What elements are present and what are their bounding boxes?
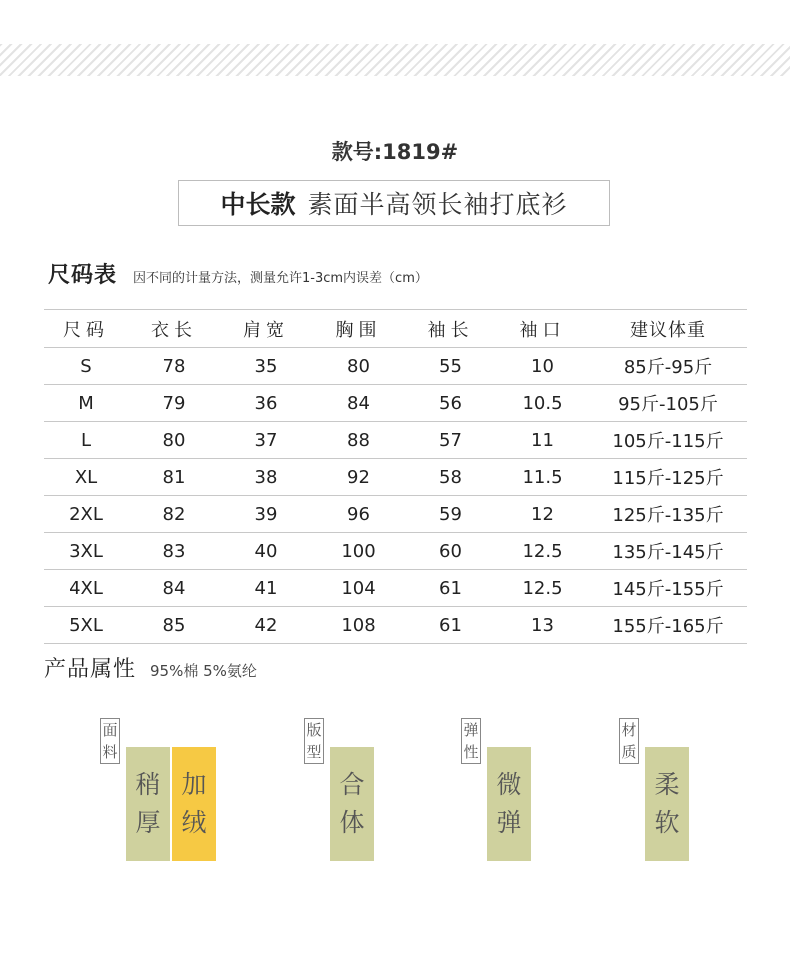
table-cell: 85 bbox=[128, 607, 220, 644]
table-cell: 96 bbox=[312, 496, 405, 533]
column-header: 胸围 bbox=[312, 310, 405, 348]
table-cell: 105斤-115斤 bbox=[589, 422, 747, 459]
table-cell: 39 bbox=[220, 496, 312, 533]
table-cell: 5XL bbox=[44, 607, 128, 644]
table-cell: 95斤-105斤 bbox=[589, 385, 747, 422]
table-cell: 84 bbox=[312, 385, 405, 422]
attribute-label-elasticity: 弹性 bbox=[461, 718, 481, 764]
table-cell: 57 bbox=[405, 422, 496, 459]
table-cell: 85斤-95斤 bbox=[589, 348, 747, 385]
table-cell: 36 bbox=[220, 385, 312, 422]
table-cell: S bbox=[44, 348, 128, 385]
title-length-style: 中长款 bbox=[220, 190, 296, 219]
product-attributes-heading bbox=[44, 652, 257, 683]
table-cell: 81 bbox=[128, 459, 220, 496]
table-cell: M bbox=[44, 385, 128, 422]
table-cell: 92 bbox=[312, 459, 405, 496]
table-cell: XL bbox=[44, 459, 128, 496]
table-cell: 11 bbox=[496, 422, 589, 459]
table-row bbox=[44, 533, 747, 570]
product-title-box bbox=[178, 180, 610, 226]
table-cell: 80 bbox=[312, 348, 405, 385]
table-cell: 104 bbox=[312, 570, 405, 607]
table-cell: 12 bbox=[496, 496, 589, 533]
table-cell: 79 bbox=[128, 385, 220, 422]
attribute-option-regular-fit: 合体 bbox=[330, 747, 374, 861]
attribute-option-fleece-selected: 加绒 bbox=[172, 747, 216, 861]
table-cell: 10.5 bbox=[496, 385, 589, 422]
table-cell: 11.5 bbox=[496, 459, 589, 496]
table-cell: 125斤-135斤 bbox=[589, 496, 747, 533]
table-row bbox=[44, 459, 747, 496]
table-cell: 61 bbox=[405, 570, 496, 607]
table-row bbox=[44, 348, 747, 385]
table-cell: 2XL bbox=[44, 496, 128, 533]
size-chart-heading bbox=[48, 258, 428, 289]
table-cell: 155斤-165斤 bbox=[589, 607, 747, 644]
table-cell: 108 bbox=[312, 607, 405, 644]
column-header: 衣长 bbox=[128, 310, 220, 348]
table-cell: 56 bbox=[405, 385, 496, 422]
table-cell: 80 bbox=[128, 422, 220, 459]
table-row bbox=[44, 496, 747, 533]
attribute-label-material: 材质 bbox=[619, 718, 639, 764]
column-header: 建议体重 bbox=[589, 310, 747, 348]
column-header: 尺码 bbox=[44, 310, 128, 348]
table-row bbox=[44, 422, 747, 459]
table-cell: 13 bbox=[496, 607, 589, 644]
column-header: 肩宽 bbox=[220, 310, 312, 348]
attribute-label-fit: 版型 bbox=[304, 718, 324, 764]
table-header-row bbox=[44, 310, 747, 348]
column-header: 袖长 bbox=[405, 310, 496, 348]
table-cell: 78 bbox=[128, 348, 220, 385]
table-cell: 37 bbox=[220, 422, 312, 459]
table-cell: 10 bbox=[496, 348, 589, 385]
size-chart-note: 因不同的计量方法，测量允许1-3cm内误差（cm） bbox=[133, 271, 428, 286]
decorative-stripe-band bbox=[0, 44, 790, 76]
table-cell: 41 bbox=[220, 570, 312, 607]
table-cell: 42 bbox=[220, 607, 312, 644]
table-cell: 135斤-145斤 bbox=[589, 533, 747, 570]
table-cell: 145斤-155斤 bbox=[589, 570, 747, 607]
attribute-option-slight-stretch: 微弹 bbox=[487, 747, 531, 861]
size-table bbox=[44, 309, 747, 644]
attribute-option-soft: 柔软 bbox=[645, 747, 689, 861]
attribute-option-thick: 稍厚 bbox=[126, 747, 170, 861]
table-cell: 83 bbox=[128, 533, 220, 570]
fabric-composition: 95%棉 5%氨纶 bbox=[150, 662, 257, 680]
table-cell: 40 bbox=[220, 533, 312, 570]
table-cell: 100 bbox=[312, 533, 405, 570]
table-cell: 60 bbox=[405, 533, 496, 570]
table-cell: 84 bbox=[128, 570, 220, 607]
table-cell: L bbox=[44, 422, 128, 459]
table-cell: 55 bbox=[405, 348, 496, 385]
table-cell: 38 bbox=[220, 459, 312, 496]
column-header: 袖口 bbox=[496, 310, 589, 348]
size-chart-title: 尺码表 bbox=[48, 263, 118, 288]
table-cell: 4XL bbox=[44, 570, 128, 607]
table-cell: 12.5 bbox=[496, 533, 589, 570]
attributes-title: 产品属性 bbox=[44, 657, 137, 682]
table-cell: 59 bbox=[405, 496, 496, 533]
table-cell: 115斤-125斤 bbox=[589, 459, 747, 496]
model-number: 款号:1819# bbox=[331, 140, 459, 164]
table-cell: 61 bbox=[405, 607, 496, 644]
table-cell: 82 bbox=[128, 496, 220, 533]
attribute-label-fabric: 面料 bbox=[100, 718, 120, 764]
title-product-name: 素面半高领长袖打底衫 bbox=[307, 190, 568, 219]
table-row bbox=[44, 607, 747, 644]
table-cell: 58 bbox=[405, 459, 496, 496]
table-cell: 35 bbox=[220, 348, 312, 385]
table-row bbox=[44, 570, 747, 607]
table-cell: 12.5 bbox=[496, 570, 589, 607]
table-cell: 3XL bbox=[44, 533, 128, 570]
table-cell: 88 bbox=[312, 422, 405, 459]
table-row bbox=[44, 385, 747, 422]
